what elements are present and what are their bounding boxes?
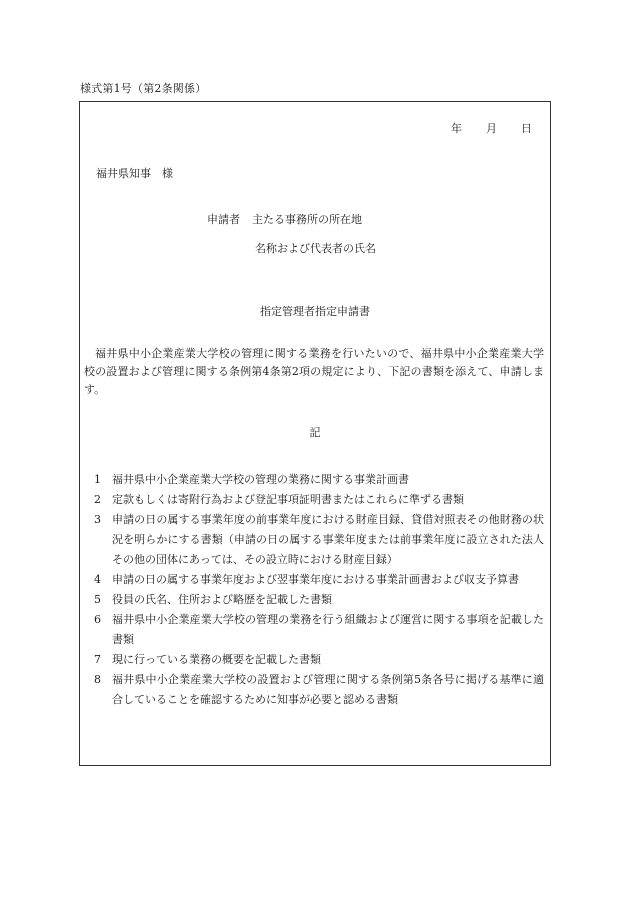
form-number: 様式第1号（第2条関係）: [80, 82, 207, 95]
addressee: 福井県知事 様: [96, 167, 173, 180]
list-item: [94, 470, 544, 490]
item-text: 現に行っている業務の概要を記載した書類: [112, 653, 321, 666]
applicant-label: 申請者: [207, 213, 240, 226]
list-item: [94, 590, 544, 610]
date-day: 日: [521, 122, 532, 135]
application-body-text: 福井県中小企業産業大学校の管理に関する業務を行いたいので、福井県中小企業産業大学校の設置および管理に関する条例第4条第2項の規定により、下記の書類を添えて、申請します。: [84, 347, 544, 396]
item-number: 8: [94, 673, 101, 686]
application-form-frame: [79, 101, 551, 766]
item-number: 1: [94, 473, 101, 486]
item-number: 6: [94, 613, 101, 626]
list-item: [94, 490, 544, 510]
document-title: 指定管理者指定申請書: [260, 305, 370, 318]
date-month: 月: [486, 122, 497, 135]
applicant-address-label: 主たる事務所の所在地: [252, 213, 362, 226]
date-line: [451, 120, 532, 136]
item-text: 福井県中小企業産業大学校の管理の業務に関する事業計画書: [112, 473, 409, 486]
item-text: 役員の氏名、住所および略歴を記載した書類: [112, 593, 332, 606]
list-item: [94, 650, 544, 670]
item-number: 2: [94, 493, 101, 506]
applicant-block: [207, 211, 362, 227]
item-number: 3: [94, 513, 101, 526]
item-text: 福井県中小企業産業大学校の管理の業務を行う組織および運営に関する事項を記載した書類: [112, 613, 544, 646]
ki-heading: 記: [309, 426, 321, 439]
item-number: 7: [94, 653, 101, 666]
item-number: 5: [94, 593, 101, 606]
list-item: [94, 610, 544, 650]
applicant-name-label: 名称および代表者の氏名: [255, 242, 376, 255]
attached-documents-list: [94, 470, 544, 710]
item-text: 申請の日の属する事業年度および翌事業年度における事業計画書および収支予算書: [112, 573, 519, 586]
list-item: [94, 670, 544, 710]
item-text: 定款もしくは寄附行為および登記事項証明書またはこれらに準ずる書類: [112, 493, 464, 506]
list-item: [94, 570, 544, 590]
list-item: [94, 510, 544, 570]
date-year: 年: [451, 122, 462, 135]
item-text: 申請の日の属する事業年度の前事業年度における財産目録、貸借対照表その他財務の状況を明らかにする書類（申請の日の属する事業年度または前事業年度に設立された法人その他の団体にあっては、その設立時における財産目録）: [112, 513, 544, 566]
item-text: 福井県中小企業産業大学校の設置および管理に関する条例第5条各号に掲げる基準に適合していることを確認するために知事が必要と認める書類: [112, 673, 544, 706]
item-number: 4: [94, 573, 101, 586]
